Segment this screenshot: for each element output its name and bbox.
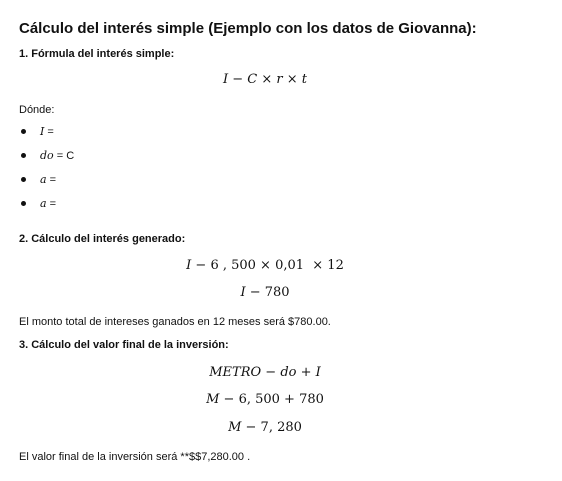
formula-op-times-1: × (257, 72, 277, 87)
eq-var-i: I (315, 365, 321, 380)
eq-rhs: − 780 (245, 285, 290, 300)
final-value-substitution (0, 392, 530, 407)
interest-result-equation (0, 285, 530, 300)
eq-var-m: M (206, 392, 220, 407)
final-value-formula (0, 365, 530, 380)
interest-calculation-equation (0, 258, 530, 273)
bullet-icon (21, 177, 26, 182)
step2-heading: 2. Cálculo del interés generado: (19, 233, 186, 245)
definition-var: I (40, 125, 45, 138)
interest-conclusion: El monto total de intereses ganados en 12 meses será $780.00. (19, 316, 331, 328)
eq-rhs: − 7, 280 (241, 420, 302, 435)
eq-rhs: − 6, 500 + 780 (219, 392, 324, 407)
final-value-conclusion: El valor final de la inversión será **$$7,280.00 . (19, 451, 251, 463)
bullet-icon (21, 201, 26, 206)
eq-var-i: I (240, 285, 246, 300)
eq-var-metro: METRO (209, 365, 262, 380)
eq-var-i: I (186, 258, 192, 273)
formula-op-minus: − (228, 72, 248, 87)
eq-var-do: do (280, 365, 297, 380)
formula-var-c: C (247, 72, 258, 87)
definition-var: do (40, 149, 54, 162)
definition-text: = C (56, 150, 75, 162)
eq-var-m: M (228, 420, 242, 435)
where-label: Dónde: (19, 104, 55, 116)
final-value-result (0, 420, 530, 435)
formula-var-t: t (301, 72, 308, 87)
definition-text: = (49, 198, 57, 210)
bullet-icon (21, 129, 26, 134)
definition-var: a (40, 197, 47, 210)
eq-op-minus: − (261, 365, 281, 380)
bullet-icon (21, 153, 26, 158)
page-title: Cálculo del interés simple (Ejemplo con los datos de Giovanna): (19, 20, 477, 37)
simple-interest-formula (0, 72, 530, 87)
formula-var-r: r (276, 72, 283, 87)
step1-heading: 1. Fórmula del interés simple: (19, 48, 175, 60)
eq-rhs: − 6 , 500 × 0,01 × 12 (191, 258, 344, 273)
definition-var: a (40, 173, 47, 186)
definition-text: = (49, 174, 57, 186)
step3-heading: 3. Cálculo del valor final de la inversión: (19, 339, 229, 351)
eq-op-plus: + (296, 365, 316, 380)
formula-var-i: I (222, 72, 229, 87)
definition-text: = (47, 126, 54, 138)
formula-op-times-2: × (282, 72, 302, 87)
